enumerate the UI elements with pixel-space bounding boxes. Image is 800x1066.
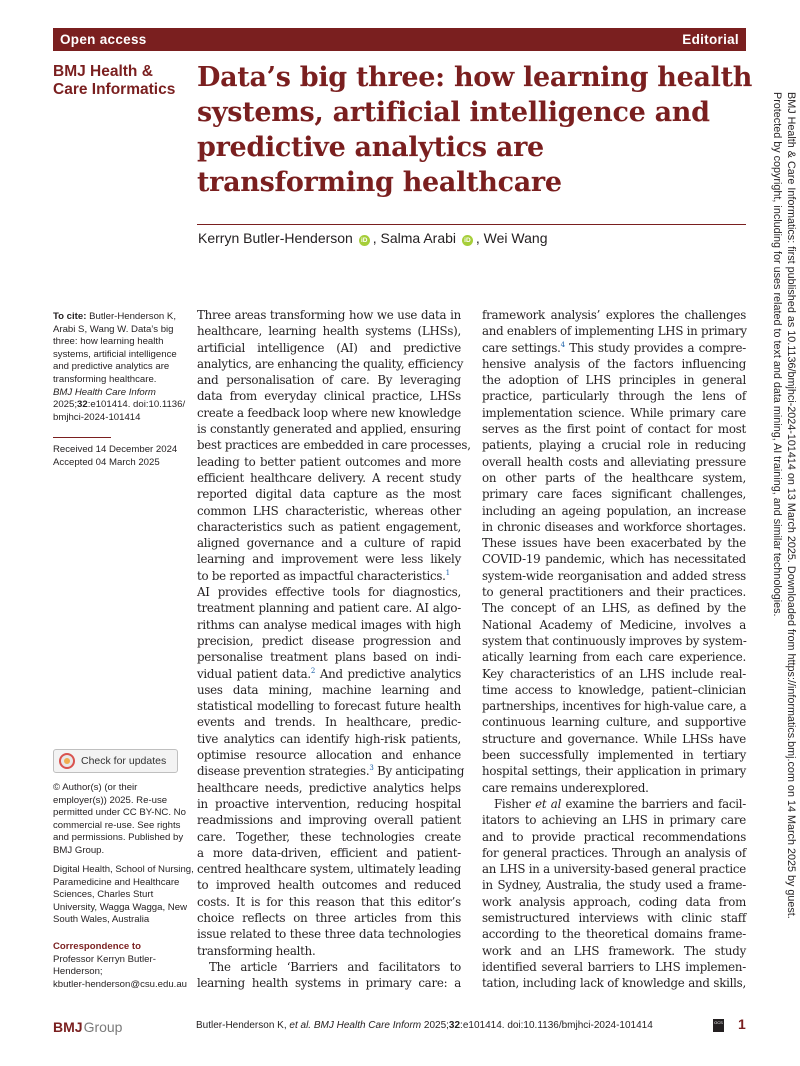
body-line <box>482 796 746 812</box>
body-line: and to provide practical recommendations <box>482 829 746 844</box>
body-line: work analysis approach, coding data from <box>482 894 746 909</box>
body-line: healthcare needs, predictive analytics helps <box>197 780 461 795</box>
body-line: data from everyday clinical practice, LHSs <box>197 389 461 404</box>
body-line <box>197 763 465 779</box>
body-text: This study provides a compre- <box>564 340 746 355</box>
body-line: primary care faces significant challenges, <box>482 487 746 502</box>
body-line: care remains underexplored. <box>482 780 649 795</box>
affiliation-block <box>53 864 194 927</box>
citation-year: 2025; <box>53 399 78 411</box>
body-text: examine the barriers and facil- <box>561 796 747 811</box>
body-line: readmissions and improving overall patient <box>197 813 461 828</box>
body-line: for general practices. Through an analysis of <box>482 845 746 860</box>
citation-divider <box>53 437 111 438</box>
body-line: the adoption of LHS principles in general <box>482 373 746 388</box>
author-link[interactable]: , Salma Arabi <box>372 230 457 246</box>
dates-block <box>53 444 181 469</box>
body-line: structure and governance. While LHSs have <box>482 731 746 746</box>
title-line: systems, artificial intelligence and <box>197 97 710 128</box>
body-line: itators to achieving an LHS in primary care <box>482 813 746 828</box>
body-line: implementation science. While primary care <box>482 405 746 420</box>
citation-label: To cite: <box>53 311 87 322</box>
affiliation-line: Sciences, Charles Sturt <box>53 889 154 901</box>
license-line: BMJ Group. <box>53 844 105 856</box>
footer-citation-text: 2025; <box>421 1020 449 1031</box>
publisher-logo-bmj: BMJ <box>53 1019 83 1035</box>
correspondence-heading: Correspondence to <box>53 941 141 952</box>
body-line: rithms can analyse medical images with high <box>197 617 461 632</box>
body-line: optimise resource allocation and enhance <box>197 748 461 763</box>
body-line: and personalisation of care. By leveraging <box>197 373 461 388</box>
body-text: And predictive analytics <box>315 666 462 681</box>
side-notice-line: Protected by copyright, including for uses related to text and data mining, AI training, and similar technologies. <box>771 92 783 617</box>
title-line: transforming healthcare <box>197 167 562 198</box>
body-line: artificial intelligence (AI) and predictive <box>197 340 461 355</box>
affiliation-line: Paramedicine and Healthcare <box>53 876 180 888</box>
open-access-label: Open access <box>60 32 147 47</box>
author-list <box>198 230 548 246</box>
title-divider <box>197 224 746 225</box>
body-line: to improved health outcomes and reduced <box>197 878 461 893</box>
body-line: hensive analysis of the factors influencing <box>482 356 746 371</box>
body-line: best practices are embedded in care processes, <box>197 438 471 453</box>
citation-line: three: how learning health <box>53 336 164 348</box>
body-text: care settings. <box>482 340 561 355</box>
footer-citation-text: et al. BMJ Health Care Inform <box>289 1020 422 1031</box>
body-line: common LHS characteristic, whereas other <box>197 503 461 518</box>
correspondence-email[interactable]: kbutler-henderson@csu.edu.au <box>53 978 188 990</box>
body-line: serves as the first point of contact for most <box>482 422 746 437</box>
body-line: hospital settings, their application in primary <box>482 764 746 779</box>
publisher-logo-group: Group <box>83 1019 123 1035</box>
body-text: et al <box>535 796 562 811</box>
body-line: events and trends. In healthcare, predic- <box>197 715 461 730</box>
orcid-icon[interactable]: iD <box>462 235 473 246</box>
citation-line: transforming healthcare. <box>53 373 157 385</box>
body-line: treatment planning and patient care. AI algo- <box>197 601 461 616</box>
article-type-label: Editorial <box>682 32 739 47</box>
body-line: centred healthcare system, ultimately leading <box>197 862 461 877</box>
body-line <box>482 340 746 356</box>
license-line: permitted under CC BY-NC. No <box>53 807 186 819</box>
body-line: atically learning from each care experience. <box>482 650 746 665</box>
body-line: on other parts of the healthcare system, <box>482 470 746 485</box>
body-line: The article ‘Barriers and facilitators to <box>209 959 461 974</box>
body-line: healthcare, learning health systems (LHSs), <box>197 324 461 339</box>
citation-line: systems, artificial intelligence <box>53 348 177 360</box>
ocs-badge-icon: OCS <box>713 1019 724 1032</box>
body-line: statistical modelling to forecast future health <box>197 699 461 714</box>
correspondence-block <box>53 941 188 991</box>
body-line: These issues have been exacerbated by the <box>482 536 746 551</box>
citation-doi: :e101414. doi:10.1136/ <box>87 399 186 411</box>
body-line: Key characteristics of an LHS include real- <box>482 666 746 681</box>
body-line: including an ageing population, an increase <box>482 503 746 518</box>
body-line: precision, predict disease progression and <box>197 633 461 648</box>
body-line: work and an LHS framework. The study <box>482 943 746 958</box>
body-line: identified several barriers to LHS implemen- <box>482 959 746 974</box>
body-line: partnerships, incentives for high-value care, a <box>482 699 747 714</box>
body-text: By anticipating <box>373 764 465 779</box>
citation-journal: BMJ Health Care Inform <box>53 386 156 398</box>
body-line: in proactive intervention, reducing hospital <box>197 796 461 811</box>
body-text: vidual patient data. <box>197 666 311 681</box>
body-text: disease prevention strategies. <box>197 764 370 779</box>
received-date: Received 14 December 2024 <box>53 444 178 455</box>
body-line: create a feedback loop where new knowledge <box>197 405 461 420</box>
body-text: Fisher <box>494 796 536 811</box>
correspondence-line: Henderson; <box>53 966 103 978</box>
body-line: to general practitioners and their practices. <box>482 585 746 600</box>
footer-citation-text: Butler-Henderson K, <box>196 1020 290 1031</box>
orcid-icon[interactable]: iD <box>359 235 370 246</box>
check-for-updates-button[interactable] <box>53 749 178 773</box>
body-line: care. Together, these technologies create <box>197 829 461 844</box>
body-line <box>197 666 461 682</box>
body-line: choice reflects on three articles from this <box>197 910 461 925</box>
body-line: efficient healthcare delivery. A recent study <box>197 470 461 485</box>
body-line: National Academy of Medicine, involves a <box>482 617 746 632</box>
body-line: aligned governance and a culture of rapid <box>197 536 461 551</box>
citation-doi-link[interactable]: bmjhci-2024-101414 <box>53 411 141 423</box>
body-line: according to the theoretical domains frame- <box>482 927 746 942</box>
body-line: uses data mining, machine learning and <box>197 682 461 697</box>
license-line: commercial re-use. See rights <box>53 819 181 831</box>
license-line: employer(s)) 2025. Re-use <box>53 794 168 806</box>
body-line: in chronic diseases and workforce shortages. <box>482 519 746 534</box>
correspondence-line: Professor Kerryn Butler- <box>53 953 156 965</box>
body-line: continuous learning culture, and supportive <box>482 715 746 730</box>
body-line: analytics, are enhancing the quality, efficiency <box>197 356 464 371</box>
body-line: tation, including lack of knowledge and skills, <box>482 976 746 991</box>
body-line: in Sydney, Australia, the study used a frame- <box>482 878 746 893</box>
body-line: system-wide reorganisation and added stress <box>482 568 746 583</box>
license-line: and permissions. Published by <box>53 832 184 844</box>
affiliation-line: Digital Health, School of Nursing, <box>53 864 194 875</box>
reference-link[interactable]: 4 <box>560 340 565 349</box>
affiliation-line: University, Wagga Wagga, New <box>53 901 188 913</box>
license-block <box>53 782 186 858</box>
page-number: 1 <box>738 1016 746 1032</box>
body-line: transforming health. <box>197 943 316 958</box>
body-line: COVID-19 pandemic, which has necessitated <box>482 552 746 567</box>
copyright-side-notice <box>770 92 798 919</box>
reference-link[interactable]: 2 <box>310 666 316 675</box>
citation-volume: 32 <box>77 399 88 411</box>
accepted-date: Accepted 04 March 2025 <box>53 456 160 468</box>
article-title <box>197 60 753 200</box>
body-line: leading to better patient outcomes and more <box>197 454 461 469</box>
body-line: characteristics such as patient engagement, <box>197 519 461 534</box>
crossmark-icon <box>59 753 75 769</box>
journal-logo <box>53 63 193 99</box>
body-line: The concept of an LHS, as defined by the <box>482 601 746 616</box>
body-line: semistructured interviews with clinic staff <box>482 910 746 925</box>
affiliation-line: South Wales, Australia <box>53 914 150 926</box>
citation-line: Butler-Henderson K, <box>89 311 176 322</box>
body-line: been successfully implemented in tertiary <box>482 748 746 763</box>
body-line: practice, particularly through the lens of <box>482 389 746 404</box>
citation-line: Arabi S, Wang W. Data’s big <box>53 323 174 335</box>
journal-name-line2: Care Informatics <box>53 81 176 98</box>
footer-citation-text: 32 <box>448 1020 461 1031</box>
body-line: tive analytics can identify high-risk patients, <box>197 731 461 746</box>
side-notice-line: BMJ Health & Care Informatics: first published as 10.1136/bmjhci-2024-101414 on 13 March 2025. Downloaded from https://informatics.bmj.com on 14 March 2025 by guest. <box>785 92 797 919</box>
body-line: learning health systems in primary care: a <box>197 976 461 991</box>
body-line: Three areas transforming how we use data in <box>197 308 461 322</box>
citation-line: and predictive analytics are <box>53 361 170 373</box>
header-bar <box>53 28 746 51</box>
body-line: patients, playing a crucial role in reducing <box>482 438 746 453</box>
reference-link[interactable]: 3 <box>369 764 374 773</box>
body-column-1 <box>197 307 471 991</box>
body-line: an LHS in a university-based general practice <box>482 862 746 877</box>
body-line: a more data-driven, efficient and patient- <box>197 845 461 860</box>
body-line: framework analysis’ explores the challenges <box>482 308 746 322</box>
body-line: and enablers of implementing LHS in primary <box>482 324 747 339</box>
journal-name-line1: BMJ Health & <box>53 63 153 80</box>
footer-citation-text: :e101414. doi:10.1136/bmjhci-2024-101414 <box>460 1020 653 1031</box>
title-line: predictive analytics are <box>197 132 544 163</box>
body-line: overall health costs and alleviating pressure <box>482 454 746 469</box>
check-updates-label: Check for updates <box>81 755 167 767</box>
publisher-logo <box>53 1019 122 1035</box>
author-link[interactable]: Kerryn Butler-Henderson <box>198 230 353 246</box>
body-line: learning and improvement were less likely <box>197 552 461 567</box>
body-line: system that continuously improves by system- <box>482 633 747 648</box>
body-text: to be reported as impactful characteristics. <box>197 568 446 583</box>
license-line: © Author(s) (or their <box>53 782 138 793</box>
body-line: is constantly generated and applied, ensuring <box>197 422 461 437</box>
body-line: time access to knowledge, patient–clinician <box>482 682 746 697</box>
body-line: personalise treatment plans based on indi- <box>197 650 461 665</box>
body-line: AI provides effective tools for diagnostics, <box>197 585 461 600</box>
title-line: Data’s big three: how learning health <box>197 62 753 93</box>
footer-citation <box>196 1020 653 1031</box>
reference-link[interactable]: 1 <box>445 568 450 577</box>
body-column-2 <box>482 307 746 991</box>
body-line: issue related to these three data technologies <box>197 927 461 942</box>
body-line: reported digital data capture as the most <box>197 487 461 502</box>
body-line <box>197 568 461 584</box>
body-line: costs. It is for this reason that this editor’s <box>197 894 461 909</box>
author-link[interactable]: , Wei Wang <box>475 230 548 246</box>
citation-block <box>53 311 186 424</box>
